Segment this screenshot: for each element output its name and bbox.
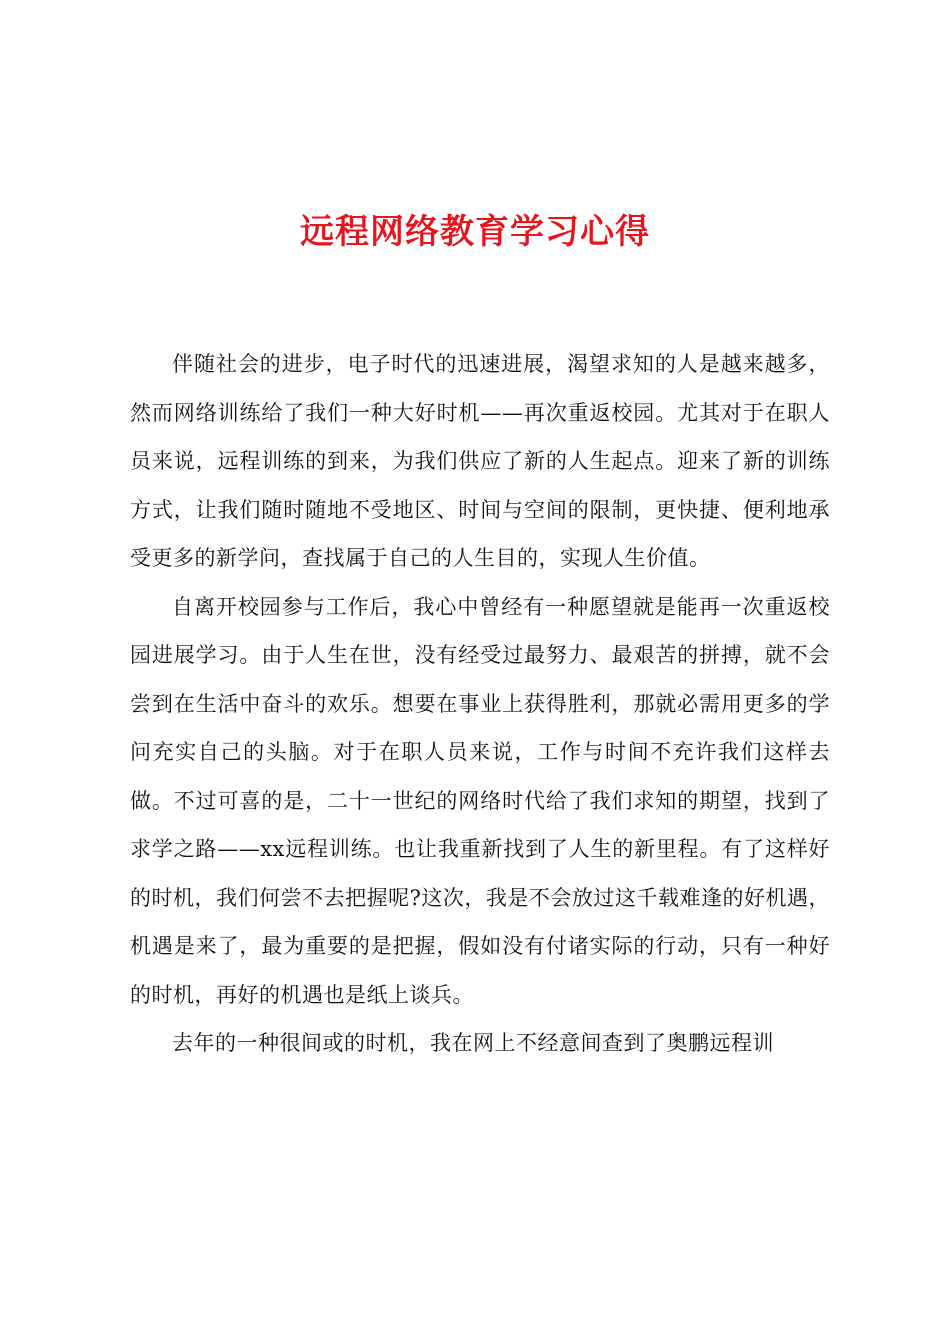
document-body xyxy=(130,340,830,1068)
document-title: 远程网络教育学习心得 xyxy=(300,212,650,252)
paragraph-1: 伴随社会的进步，电子时代的迅速进展，渴望求知的人是越来越多，然而网络训练给了我们一种大好时机——再次重返校园。尤其对于在职人员来说，远程训练的到来，为我们供应了新的人生起点。迎来了新的训练方式，让我们随时随地不受地区、时间与空间的限制，更快捷、便利地承受更多的新学问，查找属于自己的人生目的，实现人生价值。 xyxy=(130,352,830,570)
paragraph-2: 自离开校园参与工作后，我心中曾经有一种愿望就是能再一次重返校园进展学习。由于人生在世，没有经受过最努力、最艰苦的拼搏，就不会尝到在生活中奋斗的欢乐。想要在事业上获得胜利，那就必需用更多的学问充实自己的头脑。对于在职人员来说，工作与时间不充许我们这样去做。不过可喜的是，二十一世纪的网络时代给了我们求知的期望，找到了求学之路——xx远程训练。也让我重新找到了人生的新里程。有了这样好的时机，我们何尝不去把握呢?这次，我是不会放过这千载难逢的好机遇，机遇是来了，最为重要的是把握，假如没有付诸实际的行动，只有一种好的时机，再好的机遇也是纸上谈兵。 xyxy=(130,594,830,1007)
paragraph-3: 去年的一种很间或的时机，我在网上不经意间查到了奥鹏远程训 xyxy=(172,1031,774,1055)
